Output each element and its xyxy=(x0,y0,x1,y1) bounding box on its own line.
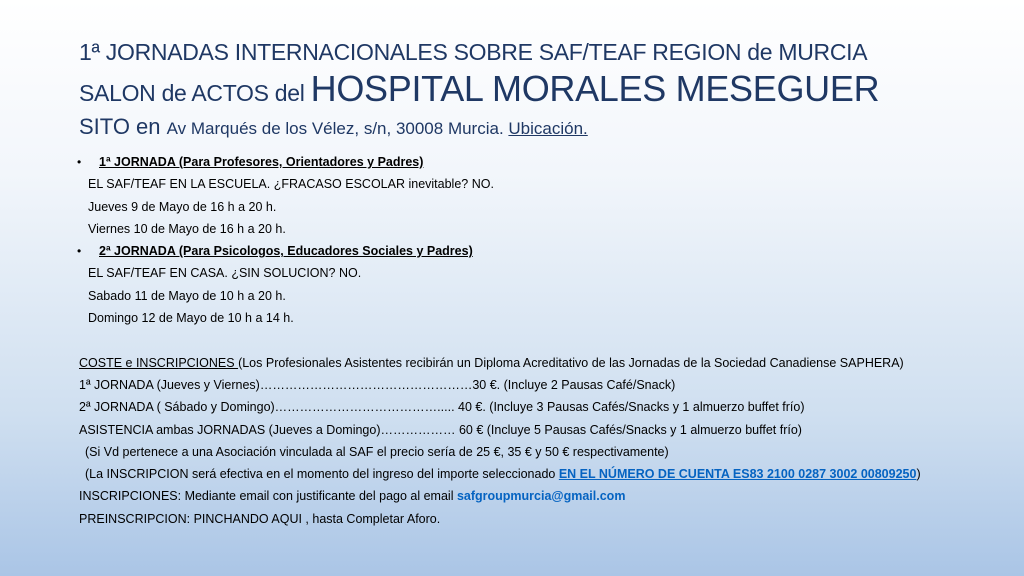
title-block xyxy=(79,38,1009,143)
jornada1-heading-line xyxy=(79,151,1009,173)
jornada2-heading-line xyxy=(79,240,1009,262)
costs-heading-note: (Los Profesionales Asistentes recibirán un Diploma Acreditativo de las Jornadas de la Sociedad Canadiense SAPHERA) xyxy=(238,355,904,370)
venue-line xyxy=(79,70,1009,116)
spacer xyxy=(79,329,1009,351)
cost-item-1: 1ª JORNADA (Jueves y Viernes)……………………………………………30 €. (Incluye 2 Pausas Café/Snack) xyxy=(79,377,676,392)
preinscripcion-line[interactable]: PREINSCRIPCION: PINCHANDO AQUI , hasta Completar Aforo. xyxy=(79,511,441,526)
jornada1-date-2: Viernes 10 de Mayo de 16 h a 20 h. xyxy=(88,221,286,236)
venue-prefix: SALON de ACTOS del xyxy=(79,80,311,106)
association-note: (Si Vd pertenece a una Asociación vinculada al SAF el precio sería de 25 €, 35 € y 50 € respectivamente) xyxy=(85,444,669,459)
cost-item-2: 2ª JORNADA ( Sábado y Domingo)…………………………………..... 40 €. (Incluye 3 Pausas Cafés/Snacks y 1 almuerzo buffet frío) xyxy=(79,400,805,415)
costs-heading-line xyxy=(79,352,1009,374)
payment-note-suffix: ) xyxy=(916,467,921,482)
jornada2-heading: 2ª JORNADA (Para Psicologos, Educadores Sociales y Padres) xyxy=(99,244,473,259)
jornada1-heading: 1ª JORNADA (Para Profesores, Orientadores y Padres) xyxy=(99,155,424,169)
payment-note xyxy=(79,463,1009,485)
inscripciones-line xyxy=(79,485,1009,507)
bank-account-link[interactable]: EN EL NÚMERO DE CUENTA ES83 2100 0287 3002 00809250 xyxy=(558,467,917,482)
jornada2-topic: EL SAF/TEAF EN CASA. ¿SIN SOLUCION? NO. xyxy=(88,266,362,281)
jornada1-date-1: Jueves 9 de Mayo de 16 h a 20 h. xyxy=(88,199,277,214)
address-prefix: SITO en xyxy=(79,114,167,139)
location-link[interactable]: Ubicación. xyxy=(508,119,588,138)
address-text: Av Marqués de los Vélez, s/n, 30008 Murcia. xyxy=(166,119,509,138)
bullet-icon: • xyxy=(77,155,82,169)
venue-name: HOSPITAL MORALES MESEGUER xyxy=(310,68,880,109)
email-link[interactable]: safgroupmurcia@gmail.com xyxy=(456,489,626,504)
inscripciones-text: INSCRIPCIONES: Mediante email con justificante del pago al email xyxy=(79,489,457,504)
bullet-icon: • xyxy=(77,244,82,259)
event-title: 1ª JORNADAS INTERNACIONALES SOBRE SAF/TEAF REGION de MURCIA xyxy=(79,39,868,65)
address-line xyxy=(79,114,1009,143)
jornada1-topic: EL SAF/TEAF EN LA ESCUELA. ¿FRACASO ESCOLAR inevitable? NO. xyxy=(88,177,494,192)
jornada2-date-1: Sabado 11 de Mayo de 10 h a 20 h. xyxy=(88,288,286,303)
cost-item-3: ASISTENCIA ambas JORNADAS (Jueves a Domingo)……………… 60 € (Incluye 5 Pausas Cafés/Snacks y 1 almuerzo buffet frío) xyxy=(79,422,802,437)
jornada2-date-2: Domingo 12 de Mayo de 10 h a 14 h. xyxy=(88,311,294,326)
content-body xyxy=(79,151,1009,530)
payment-note-text: (La INSCRIPCION será efectiva en el momento del ingreso del importe seleccionado xyxy=(85,467,559,482)
costs-heading: COSTE e INSCRIPCIONES xyxy=(79,355,239,370)
